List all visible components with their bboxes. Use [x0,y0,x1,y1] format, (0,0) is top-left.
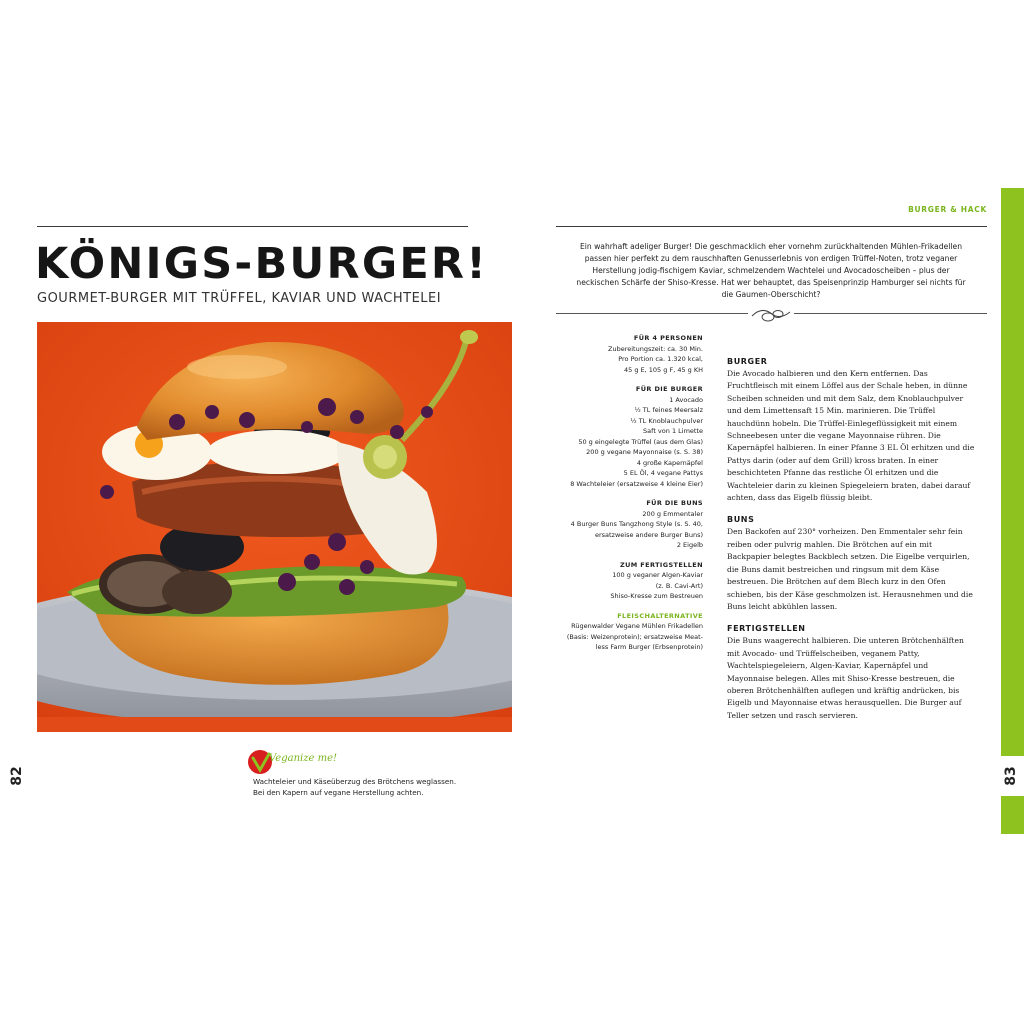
step-text: Die Buns waagerecht halbieren. Die unteren Brötchenhälften mit Avocado- und Trüffelscheiben, veganem Patty, Wachtelspiegeleiern, Algen-Kaviar, Kapernäpfel und Mayonnaise belegen. Alles mit Shiso-Kresse bestreuen, die oberen Brötchenhälften auflegen und kräftig andrücken, bis Eigelb und Mayonnaise etwas herausquellen. Die Burger auf Teller setzen und rasch servieren. [727,636,964,720]
ingredient-group-finish [550,560,703,602]
ingredient-line: (z. B. Cavi-Art) [655,581,703,590]
recipe-intro: Ein wahrhaft adeliger Burger! Die geschmacklich eher vornehm zurückhaltenden Mühlen-Frikadellen passen hier perfekt zu dem rauschhaften Genusserlebnis von erdigen Trüffel-Noten, trotz veganer Herstellung jodig-fischigem Kaviar, schmelzendem Wachtelei und Avocadoscheiben – plus der neckischen Schärfe der Shiso-Kresse. Hat wer behauptet, das Speisenprinzip Hamburger sei nichts für die Gaumen-Oberschicht? [576,242,966,299]
ingredients-column [550,333,703,653]
veganize-badge [247,748,337,776]
ingredient-line: Zubereitungszeit: ca. 30 Min. [608,344,703,353]
ingredient-line: ½ TL feines Meersalz [634,406,703,414]
ingredient-line: less Farm Burger (Erbsenprotein) [595,643,703,651]
recipe-title: KÖNIGS-BURGER! [35,239,489,289]
veganize-note: Wachteleier und Käseüberzug des Brötchens weglassen. Bei den Kapern auf vegane Herstellung achten. [253,777,457,797]
title-rule [37,226,468,227]
step-finish [727,623,975,722]
ingredient-heading: FÜR 4 PERSONEN [633,334,703,342]
ingredient-line: 2 Eigelb [676,541,703,549]
ingredient-heading: ZUM FERTIGSTELLEN [619,560,703,569]
ingredient-line: Saft von 1 Limette [643,427,703,435]
step-heading: FERTIGSTELLEN [727,624,806,634]
step-heading: BURGER [727,357,768,366]
chapter-color-tab [1001,188,1024,834]
ingredient-line: 50 g eingelegte Trüffel (aus dem Glas) [578,437,703,446]
step-text: Den Backofen auf 230° vorheizen. Den Emmentaler sehr fein reiben oder pulvrig mahlen. Die Brötchen auf ein mit Backpapier belegtes Backblech setzen. Die Eigelbe verquirlen, die Buns damit bestreichen und ringsum mit dem Käse bestreuen. Die Brötchen auf dem Blech kurz in den Ofen schieben, bis der Käse geschmolzen ist. Herausnehmen und die Buns leicht abkühlen lassen. [727,527,973,611]
section-label: BURGER & HACK [908,205,987,214]
step-burger [727,356,975,504]
ingredient-line: Rügenwalder Vegane Mühlen Frikadellen [571,622,703,630]
page-number-left: 82 [9,766,25,786]
step-text: Die Avocado halbieren und den Kern entfernen. Das Fruchtfleisch mit einem Löffel aus der Schale heben, in dünne Scheiben schneiden und mit dem Salz, dem Knoblauchpulver und dem Limettensaft 15 Min. marinieren. Die Trüffel hauchdünn hobeln. Die Trüffel-Einlegeflüssigkeit mit einem Schneebesen unter die vegane Mayonnaise rühren. Die Kapernäpfel halbieren. In einer Pfanne 3 EL Öl erhitzen und die Pattys darin (oder auf dem Grill) kross braten. In einer beschichteten Pfanne das restliche Öl erhitzen und die Wachteleier darin zu kleinen Spiegeleiern braten, dabei darauf achten, dass das Eigelb flüssig bleibt. [727,369,975,503]
ingredient-line: 45 g E, 105 g F, 45 g KH [624,365,703,374]
ingredient-group-buns [550,498,703,551]
step-buns [727,514,975,613]
ingredient-line: 1 Avocado [669,395,703,404]
ingredient-group-meat-alternative [550,611,703,653]
ingredient-line: 100 g veganer Algen-Kaviar [612,571,703,579]
ingredient-line: ersatzweise andere Burger Buns) [594,530,703,539]
ingredient-heading: FLEISCHALTERNATIVE [617,611,703,620]
steps-column [727,356,975,722]
ingredient-line: 4 Burger Buns Tangzhong Style (s. S. 40, [570,520,703,528]
burger-photo [37,322,512,732]
step-heading: BUNS [727,515,755,525]
ingredient-group-servings [550,333,703,375]
ingredient-line: 200 g vegane Mayonnaise (s. S. 38) [586,448,703,456]
ingredient-line: Shiso-Kresse zum Bestreuen [610,592,703,600]
ingredient-line: 200 g Emmentaler [642,509,703,518]
ingredient-line: 8 Wachteleier (ersatzweise 4 kleine Eier) [570,479,703,488]
ingredient-line: 4 große Kapernäpfel [636,458,703,467]
ingredient-line: 5 EL Öl, 4 vegane Pattys [623,469,703,477]
ingredient-line: (Basis: Weizenprotein); ersatzweise Meat- [566,632,703,641]
ingredient-heading: FÜR DIE BUNS [646,499,703,507]
ingredient-heading: FÜR DIE BURGER [635,385,703,393]
veganize-badge-label: Veganize me! [269,753,338,764]
ingredient-line: ½ TL Knoblauchpulver [630,416,703,425]
page-number-right: 83 [1003,766,1019,786]
ingredient-line: Pro Portion ca. 1.320 kcal, [618,355,703,363]
intro-rule-top [556,226,987,227]
caper-flourish-icon [748,302,794,326]
recipe-subtitle: GOURMET-BURGER MIT TRÜFFEL, KAVIAR UND WACHTELEI [37,291,442,306]
ingredient-group-burger [550,384,703,489]
